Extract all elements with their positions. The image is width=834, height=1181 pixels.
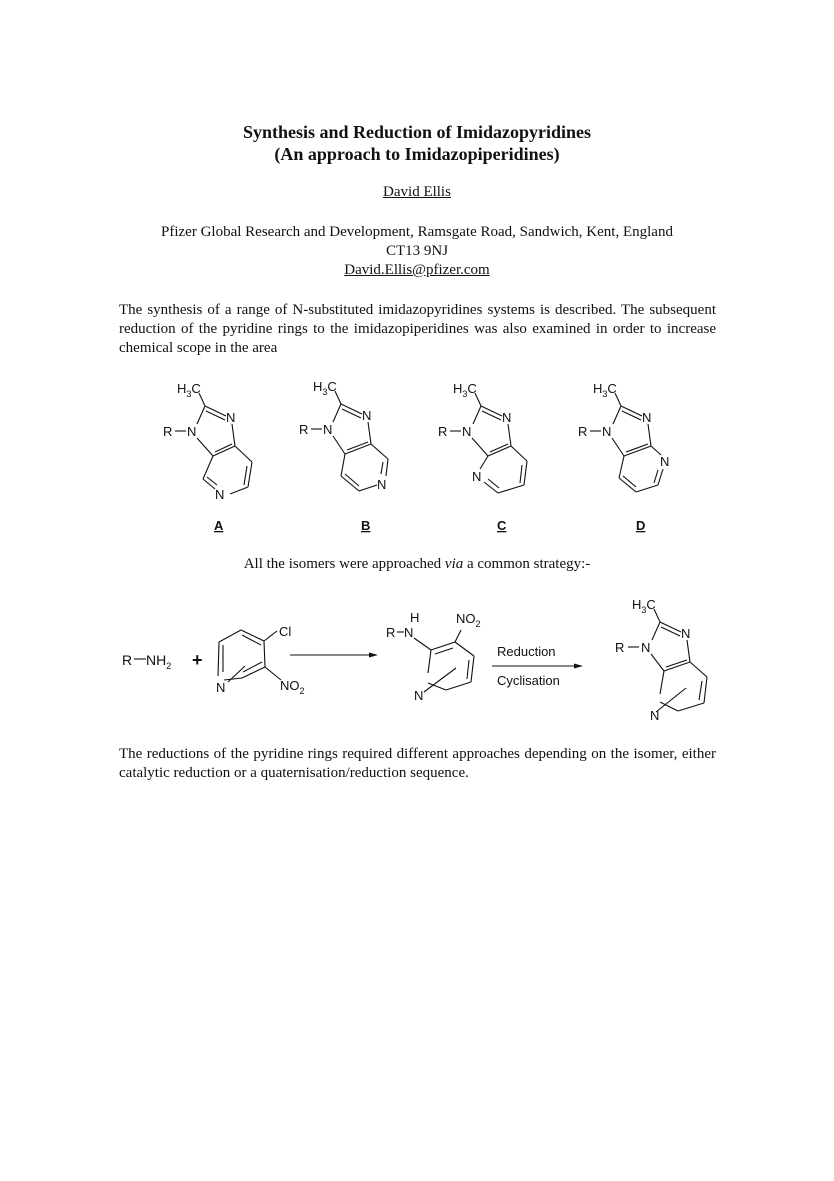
bond — [199, 393, 205, 406]
bond — [484, 482, 498, 493]
cyclisation-label: Cyclisation — [497, 673, 560, 688]
bond — [203, 456, 213, 479]
bond — [524, 461, 527, 485]
n-label: N — [216, 680, 226, 695]
n-label: N — [187, 424, 197, 439]
paper-title — [0, 121, 834, 165]
methyl-label: $H_3C$ — [453, 381, 477, 399]
bond — [333, 436, 345, 454]
bond — [341, 404, 362, 414]
structure-a — [163, 381, 252, 533]
r-label: R — [578, 424, 588, 439]
bond — [654, 470, 658, 483]
bond — [371, 444, 388, 459]
bond — [197, 438, 213, 456]
bond — [480, 456, 488, 469]
bond — [244, 466, 247, 485]
n-label: N — [362, 408, 372, 423]
affiliation — [0, 223, 834, 280]
bond — [615, 393, 621, 406]
arrowhead — [369, 653, 378, 658]
bond — [613, 406, 621, 424]
h-label: H — [410, 610, 420, 625]
structure-d — [578, 381, 669, 533]
bond — [658, 469, 663, 485]
bond — [219, 630, 241, 642]
bond — [612, 438, 624, 456]
reaction-scheme — [0, 590, 834, 730]
bond — [197, 406, 205, 424]
n-label: N — [377, 477, 387, 492]
r-label: R — [122, 652, 133, 668]
no2-label: $NO_2$ — [456, 611, 481, 629]
bond — [621, 406, 642, 416]
bond — [218, 642, 219, 676]
bond — [242, 667, 265, 678]
bond — [622, 411, 641, 420]
bond — [241, 630, 264, 641]
bond — [243, 662, 262, 672]
bond — [467, 660, 469, 679]
bond — [455, 630, 461, 642]
bond — [368, 422, 371, 444]
n-label: N — [660, 454, 670, 469]
r-label: R — [438, 424, 448, 439]
bond — [230, 487, 248, 494]
bond — [232, 424, 235, 446]
bond — [228, 666, 245, 682]
affiliation-line-2: CT13 9NJ — [385, 243, 449, 259]
bond — [381, 462, 383, 474]
n-label: N — [215, 487, 225, 502]
chloronitropyridine — [216, 624, 305, 696]
bond — [264, 641, 265, 667]
bond — [687, 640, 690, 662]
plus-sign: + — [192, 650, 203, 670]
bond — [690, 662, 707, 677]
methyl-label: $H_3C$ — [593, 381, 617, 399]
n-label: N — [472, 469, 482, 484]
bond — [333, 404, 341, 422]
bond — [699, 681, 702, 700]
bond — [660, 622, 681, 632]
structure-label-c: C — [497, 518, 507, 533]
reaction-arrow-1 — [290, 653, 378, 658]
bond — [654, 609, 660, 622]
n-label: N — [641, 640, 651, 655]
bond — [341, 454, 345, 476]
nitro-amine-intermediate — [386, 610, 481, 703]
bond — [520, 465, 522, 483]
bond — [224, 678, 242, 680]
bond — [482, 411, 501, 420]
bond — [386, 459, 388, 476]
bond — [206, 411, 225, 420]
strategy-italic: via — [444, 556, 464, 572]
bond — [203, 479, 215, 489]
cl-label: Cl — [279, 624, 292, 639]
strategy-caption: All the isomers were approached via a common strategy:- — [243, 556, 591, 572]
conclusion-paragraph: The reductions of the pyridine rings required different approaches depending on the isomer, either catalytic reduction or a quaternisation/reduction sequence. — [119, 746, 716, 781]
amine-reagent — [122, 652, 171, 671]
n-label: N — [414, 688, 424, 703]
bond — [666, 660, 687, 667]
bond — [619, 456, 624, 478]
bond — [472, 438, 488, 456]
r-label: R — [386, 625, 396, 640]
n-label: N — [681, 626, 691, 641]
n-label: N — [226, 410, 236, 425]
bond — [481, 406, 502, 416]
structure-c — [438, 381, 527, 533]
r-label: R — [299, 422, 309, 437]
reaction-arrow-2 — [492, 644, 583, 688]
bond — [414, 638, 431, 650]
structure-b — [299, 379, 388, 533]
bond — [435, 648, 453, 654]
bond — [661, 627, 680, 636]
bond — [446, 682, 471, 690]
bond — [428, 650, 431, 673]
bond — [660, 671, 664, 694]
bond — [345, 474, 359, 486]
bond — [651, 654, 664, 671]
bond — [359, 485, 377, 491]
bond — [623, 476, 636, 487]
bond — [342, 409, 361, 418]
structure-label-d: D — [636, 518, 646, 533]
author-email-link[interactable]: David.Ellis@pfizer.com — [344, 262, 490, 278]
structure-label-b: B — [361, 518, 371, 533]
structure-label-a: A — [214, 518, 224, 533]
bond — [473, 406, 481, 424]
n-label: N — [602, 424, 612, 439]
n-label: N — [642, 410, 652, 425]
n-label: N — [404, 625, 414, 640]
bond — [508, 424, 511, 446]
author-name[interactable]: David Ellis — [383, 184, 451, 200]
n-label: N — [323, 422, 333, 437]
bond — [235, 446, 252, 462]
reduction-label: Reduction — [497, 644, 556, 659]
bond — [498, 485, 524, 493]
n-label: N — [650, 708, 660, 723]
methyl-label: $H_3C$ — [177, 381, 201, 399]
arrowhead — [574, 664, 583, 669]
bond — [265, 667, 281, 680]
bond — [475, 393, 481, 406]
bond — [205, 406, 226, 416]
n-label: N — [462, 424, 472, 439]
bond — [455, 642, 474, 656]
title-line-2: (An approach to Imidazopiperidines) — [274, 144, 560, 164]
methyl-label: $H_3C$ — [632, 597, 656, 615]
bond — [335, 391, 341, 404]
abstract-paragraph: The synthesis of a range of N-substituted imidazopyridines systems is described. The subsequent reduction of the pyridine rings to the imidazopiperidines was also examined in order to increase chemical scope in the area — [119, 302, 716, 356]
bond — [264, 631, 277, 641]
bond — [511, 446, 527, 461]
bond — [678, 703, 704, 711]
title-line-1: Synthesis and Reduction of Imidazopyridines — [242, 122, 592, 142]
isomer-structures — [0, 370, 834, 540]
r-label: R — [615, 640, 625, 655]
bond — [242, 635, 261, 645]
bond — [248, 462, 252, 487]
r-label: R — [163, 424, 173, 439]
methyl-label: $H_3C$ — [313, 379, 337, 397]
bond — [636, 485, 658, 492]
no2-label: $NO_2$ — [280, 678, 305, 696]
nh2-label: $NH_2$ — [146, 652, 172, 671]
affiliation-line-1: Pfizer Global Research and Development, Ramsgate Road, Sandwich, Kent, England — [161, 224, 673, 240]
bond — [704, 677, 707, 703]
bond — [648, 424, 651, 446]
imidazopyridine-product — [615, 597, 707, 723]
bond — [652, 622, 660, 640]
n-label: N — [502, 410, 512, 425]
bond — [471, 656, 474, 682]
